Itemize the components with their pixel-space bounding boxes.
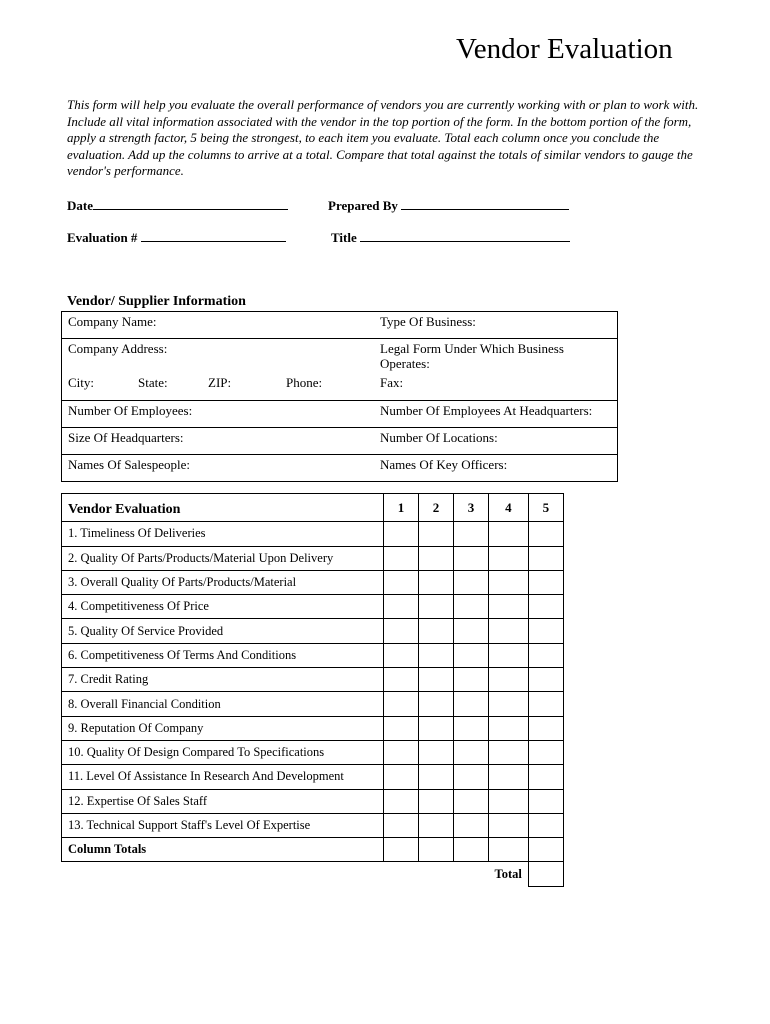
item-5-score-5[interactable] [528,619,563,643]
item-4-score-4[interactable] [489,595,529,619]
item-8-score-1[interactable] [384,692,419,716]
column-total-score-3[interactable] [454,838,489,862]
item-4-score-1[interactable] [384,595,419,619]
item-10-score-4[interactable] [489,740,529,764]
evaluation-item-12: 12. Expertise Of Sales Staff [62,789,384,813]
column-total-score-1[interactable] [384,838,419,862]
grand-total-cell[interactable] [528,862,563,886]
prepared-by-label: Prepared By [328,198,398,213]
item-2-score-5[interactable] [528,546,563,570]
item-3-score-5[interactable] [528,570,563,594]
column-totals-label: Column Totals [62,838,384,862]
item-6-score-2[interactable] [419,643,454,667]
item-5-score-3[interactable] [454,619,489,643]
item-6-score-4[interactable] [489,643,529,667]
evaluation-item-11: 11. Level Of Assistance In Research And Development [62,765,384,789]
item-5-score-1[interactable] [384,619,419,643]
company-address-cell[interactable] [62,339,375,374]
evaluation-item-13: 13. Technical Support Staff's Level Of Expertise [62,813,384,837]
date-field[interactable] [67,198,288,214]
item-7-score-5[interactable] [528,668,563,692]
item-4-score-2[interactable] [419,595,454,619]
item-11-score-2[interactable] [419,765,454,789]
item-13-score-4[interactable] [489,813,529,837]
item-13-score-3[interactable] [454,813,489,837]
item-9-score-4[interactable] [489,716,529,740]
intro-text: This form will help you evaluate the overall performance of vendors you are currently working with or plan to work with. Include all vital information associated with the vendor in the top portion of the form. In the bottom portion of the form, apply a strength factor, 5 being the strongest, to each item you evaluate. Total each column once you conclude the evaluation. Add up the columns to arrive at a total. Compare that total against the totals of similar vendors to gauge the vendor's performance. [67,97,699,178]
item-12-score-3[interactable] [454,789,489,813]
num-locations-cell[interactable] [374,427,618,454]
item-12-score-4[interactable] [489,789,529,813]
evaluation-item-2: 2. Quality Of Parts/Products/Material Upon Delivery [62,546,384,570]
num-employees-hq-cell[interactable] [374,400,618,427]
item-5-score-4[interactable] [489,619,529,643]
column-header-5: 5 [528,494,563,522]
salespeople-label: Names Of Salespeople: [68,456,191,472]
company-name-cell[interactable] [62,312,375,339]
item-3-score-4[interactable] [489,570,529,594]
item-1-score-5[interactable] [528,522,563,546]
page-title: Vendor Evaluation [456,33,673,65]
item-1-score-4[interactable] [489,522,529,546]
item-5-score-2[interactable] [419,619,454,643]
salespeople-cell[interactable] [62,454,375,481]
item-9-score-3[interactable] [454,716,489,740]
evaluation-item-1: 1. Timeliness Of Deliveries [62,522,384,546]
item-12-score-2[interactable] [419,789,454,813]
vendor-info-heading: Vendor/ Supplier Information [67,294,246,309]
item-12-score-1[interactable] [384,789,419,813]
type-of-business-cell[interactable] [374,312,618,339]
phone-label: Phone: [286,375,323,390]
item-10-score-3[interactable] [454,740,489,764]
size-hq-cell[interactable] [62,427,375,454]
column-header-3: 3 [454,494,489,522]
column-header-2: 2 [419,494,454,522]
item-1-score-1[interactable] [384,522,419,546]
item-10-score-1[interactable] [384,740,419,764]
evaluation-item-4: 4. Competitiveness Of Price [62,595,384,619]
evaluation-item-8: 8. Overall Financial Condition [62,692,384,716]
column-total-score-2[interactable] [419,838,454,862]
blank-cell [384,862,419,886]
num-locations-label: Number Of Locations: [380,429,498,445]
item-7-score-3[interactable] [454,668,489,692]
num-employees-hq-label: Number Of Employees At Headquarters: [380,402,593,418]
item-6-score-3[interactable] [454,643,489,667]
item-9-score-2[interactable] [419,716,454,740]
item-3-score-1[interactable] [384,570,419,594]
item-6-score-5[interactable] [528,643,563,667]
blank-cell [454,862,489,886]
item-3-score-2[interactable] [419,570,454,594]
evaluation-item-3: 3. Overall Quality Of Parts/Products/Material [62,570,384,594]
state-label: State: [138,375,168,390]
item-10-score-5[interactable] [528,740,563,764]
item-3-score-3[interactable] [454,570,489,594]
evaluation-number-field[interactable] [67,230,286,246]
item-13-score-2[interactable] [419,813,454,837]
evaluation-item-6: 6. Competitiveness Of Terms And Conditions [62,643,384,667]
zip-label: ZIP: [208,375,232,390]
item-6-score-1[interactable] [384,643,419,667]
city-label: City: [68,375,95,390]
column-header-1: 1 [384,494,419,522]
item-2-score-4[interactable] [489,546,529,570]
key-officers-cell[interactable] [374,454,618,481]
fax-cell[interactable] [374,373,618,400]
date-label: Date [67,198,93,213]
item-11-score-1[interactable] [384,765,419,789]
column-total-score-4[interactable] [489,838,529,862]
company-address-label: Company Address: [68,341,168,356]
item-2-score-1[interactable] [384,546,419,570]
item-13-score-5[interactable] [528,813,563,837]
city-state-zip-phone-cell[interactable] [62,373,375,400]
company-name-label: Company Name: [68,314,157,329]
item-13-score-1[interactable] [384,813,419,837]
prepared-by-field[interactable] [328,198,569,214]
evaluation-item-9: 9. Reputation Of Company [62,716,384,740]
item-8-score-5[interactable] [528,692,563,716]
legal-form-cell[interactable] [374,339,618,374]
item-9-score-1[interactable] [384,716,419,740]
evaluation-item-7: 7. Credit Rating [62,668,384,692]
item-1-score-3[interactable] [454,522,489,546]
total-label: Total [494,866,522,881]
item-10-score-2[interactable] [419,740,454,764]
vendor-info-table [61,311,618,482]
item-9-score-5[interactable] [528,716,563,740]
evaluation-heading: Vendor Evaluation [62,494,384,522]
blank-cell [419,862,454,886]
blank-cell [62,862,384,886]
fax-label: Fax: [380,375,404,390]
item-7-score-1[interactable] [384,668,419,692]
evaluation-item-10: 10. Quality Of Design Compared To Specifications [62,740,384,764]
item-1-score-2[interactable] [419,522,454,546]
num-employees-cell[interactable] [62,400,375,427]
evaluation-number-label: Evaluation # [67,230,138,245]
num-employees-label: Number Of Employees: [68,402,193,418]
item-4-score-3[interactable] [454,595,489,619]
item-8-score-2[interactable] [419,692,454,716]
size-hq-label: Size Of Headquarters: [68,429,184,445]
item-4-score-5[interactable] [528,595,563,619]
column-header-4: 4 [489,494,529,522]
key-officers-label: Names Of Key Officers: [380,456,508,472]
column-total-score-5[interactable] [528,838,563,862]
item-2-score-3[interactable] [454,546,489,570]
item-11-score-4[interactable] [489,765,529,789]
evaluation-table [61,493,564,887]
item-2-score-2[interactable] [419,546,454,570]
item-11-score-5[interactable] [528,765,563,789]
item-8-score-3[interactable] [454,692,489,716]
item-7-score-4[interactable] [489,668,529,692]
item-12-score-5[interactable] [528,789,563,813]
item-7-score-2[interactable] [419,668,454,692]
type-of-business-label: Type Of Business: [380,314,476,329]
item-11-score-3[interactable] [454,765,489,789]
legal-form-label: Legal Form Under Which Business Operates: [380,341,564,371]
item-8-score-4[interactable] [489,692,529,716]
evaluation-item-5: 5. Quality Of Service Provided [62,619,384,643]
title-field[interactable] [331,230,570,246]
title-label: Title [331,230,357,245]
